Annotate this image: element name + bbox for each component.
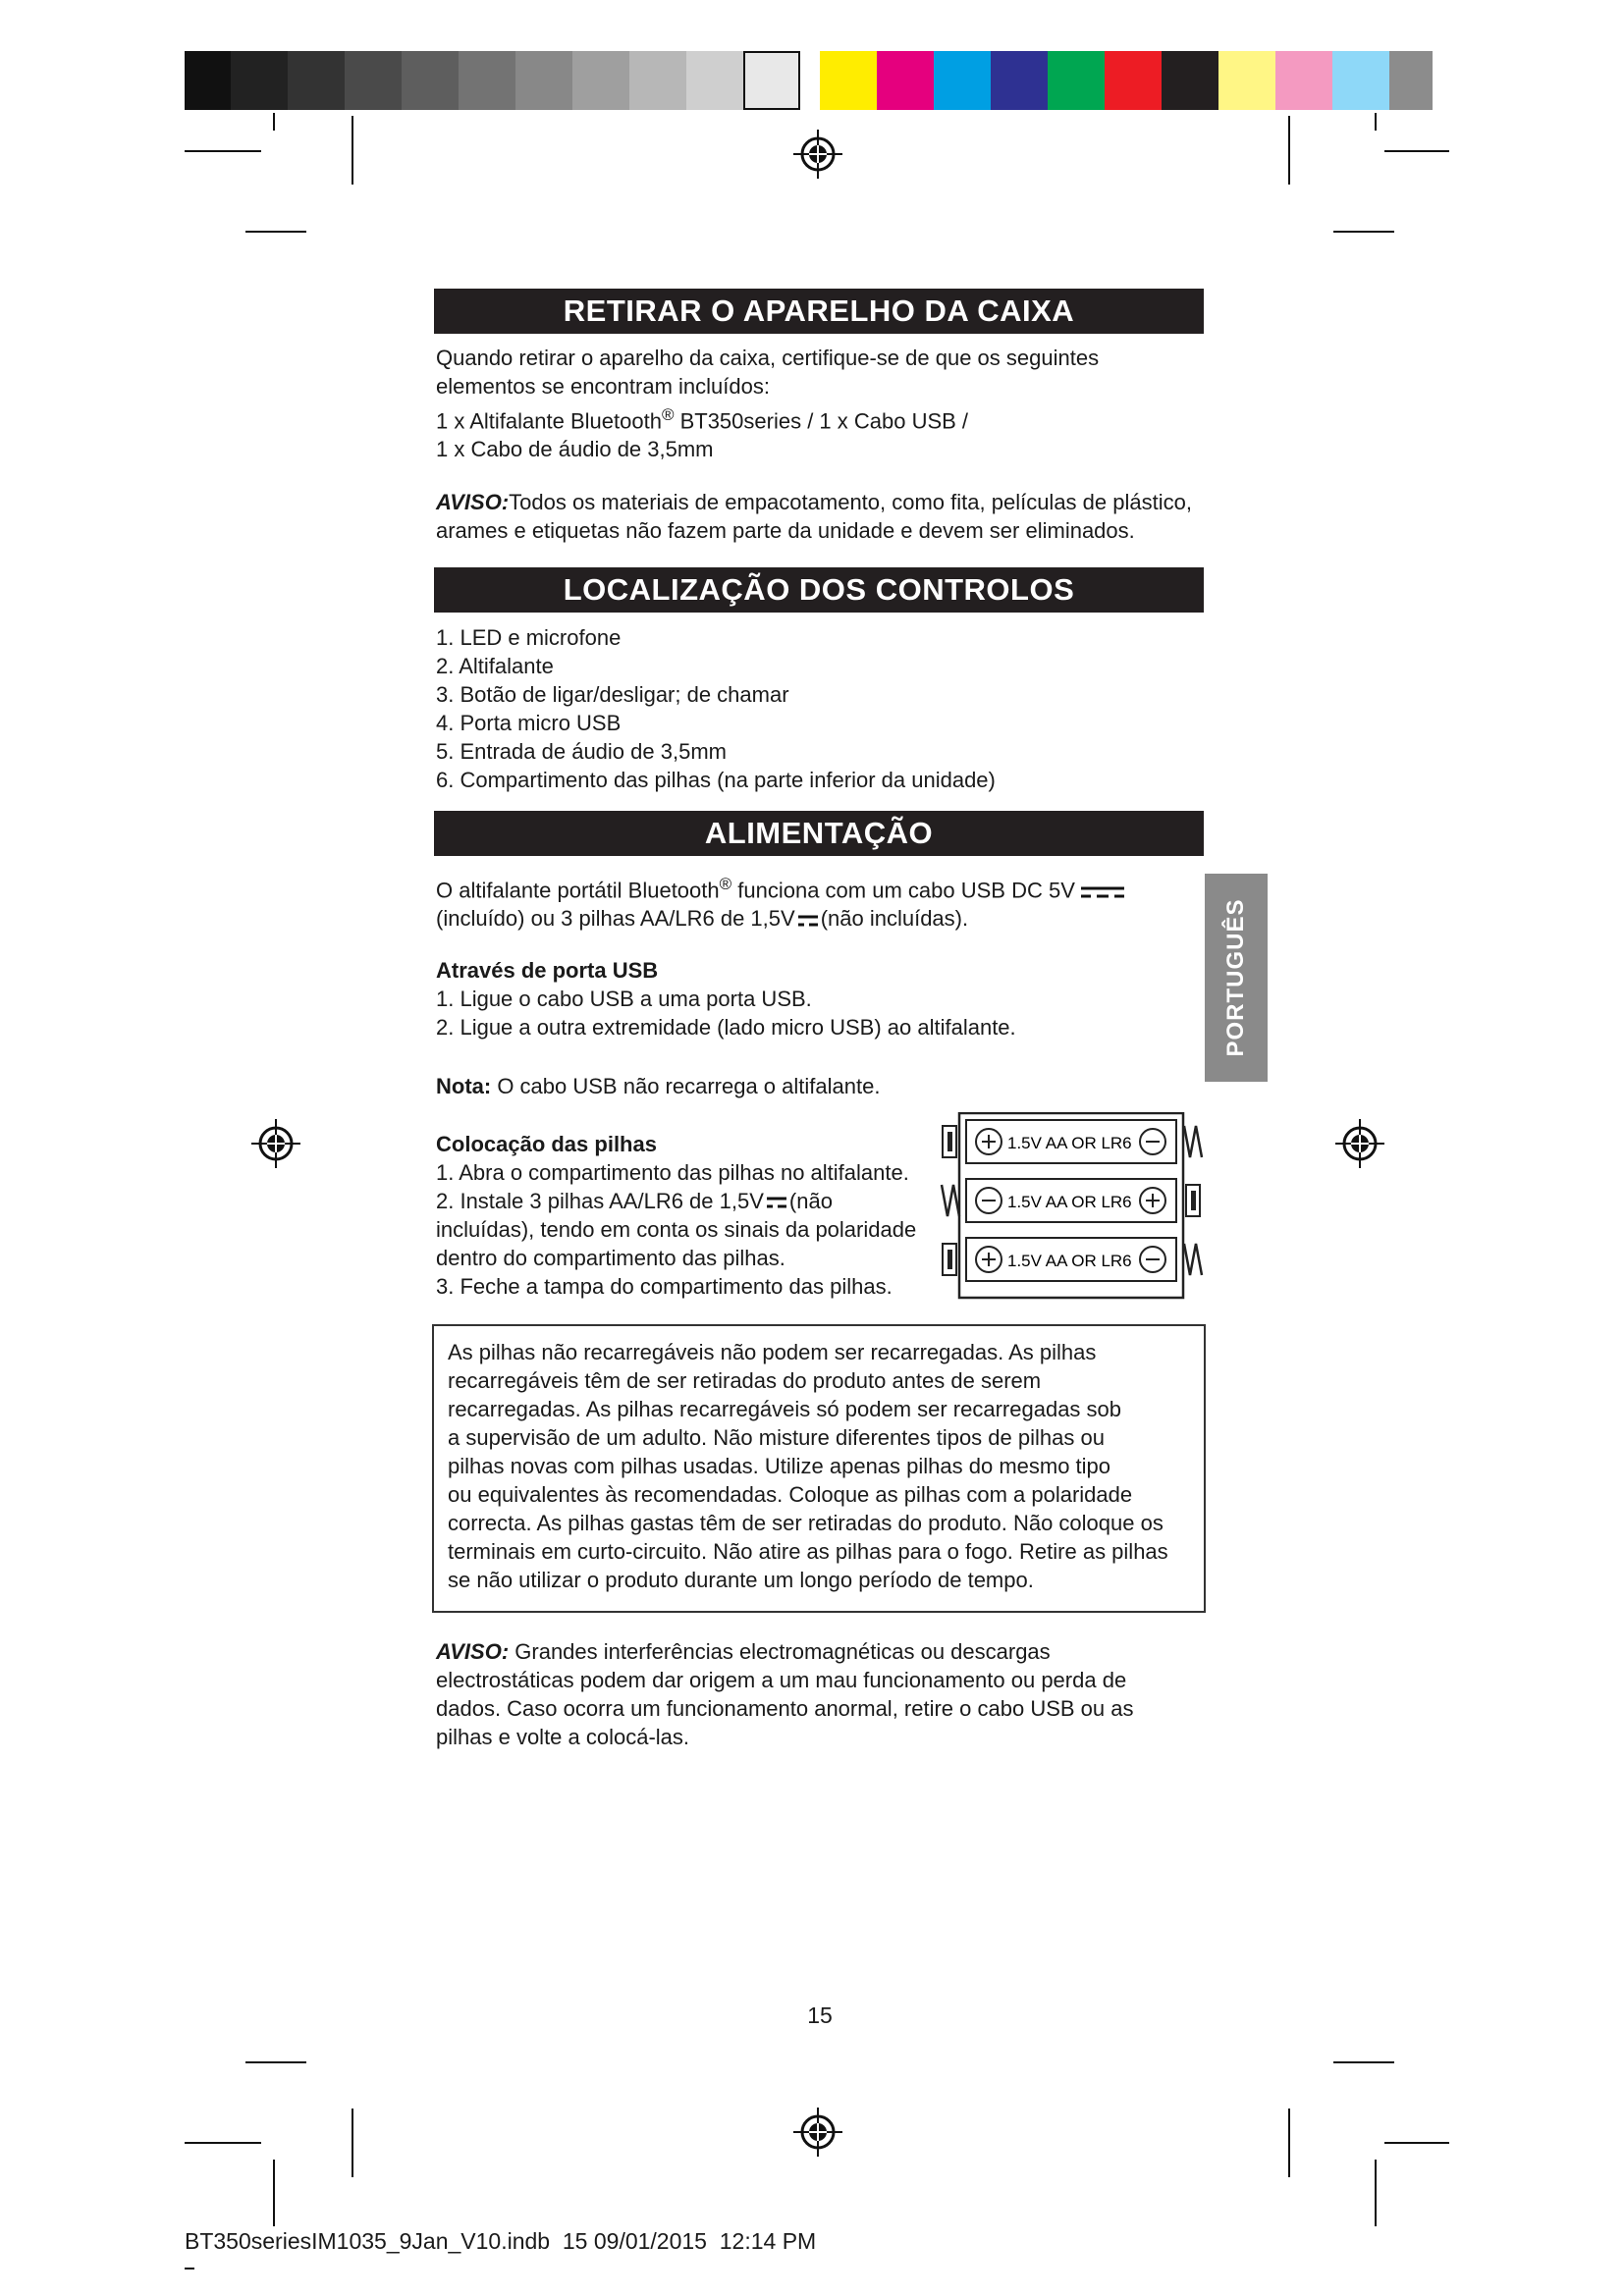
usb-step: 2. Ligue a outra extremidade (lado micro USB) ao altifalante.: [436, 1015, 1016, 1040]
crop-mark: [185, 2142, 261, 2144]
crop-mark: [352, 2109, 353, 2177]
print-slug: BT350seriesIM1035_9Jan_V10.indb 15 09/01/2015 12:14 PM: [185, 2228, 817, 2254]
crop-mark: [245, 2061, 306, 2063]
emi-warning: AVISO: Grandes interferências electromagnéticas ou descargas electrostáticas podem dar origem a um mau funcionamento ou perda de dados. Caso ocorra um funcionamento anormal, retire o cabo USB ou as pilhas e volte a colocá-las.: [436, 1639, 1134, 1749]
color-swatch: [743, 51, 800, 110]
battery-slot: [943, 1238, 1202, 1281]
battery-warning-line: se não utilizar o produto durante um longo período de tempo.: [448, 1568, 1034, 1592]
page-number: 15: [807, 2002, 833, 2028]
registration-mark-icon: [791, 128, 844, 181]
registration-mark-icon: [249, 1117, 302, 1170]
crop-mark: [185, 2268, 194, 2269]
color-swatch: [288, 51, 345, 110]
battery-label: 1.5V AA OR LR6: [1007, 1134, 1132, 1152]
packaging-warning: AVISO:Todos os materiais de empacotamento, como fita, películas de plástico, arames e etiquetas não fazem parte da unidade e devem ser eliminados.: [436, 490, 1192, 543]
power-intro: O altifalante portátil Bluetooth® funciona com um cabo USB DC 5V (incluído) ou 3 pilhas AA/LR6 de 1,5V (não incluídas).: [436, 870, 1212, 933]
registration-mark-icon: [1333, 1117, 1386, 1170]
control-list-item: 6. Compartimento das pilhas (na parte inferior da unidade): [436, 768, 996, 792]
control-list-item: 2. Altifalante: [436, 654, 554, 678]
section-heading-power: ALIMENTAÇÃO: [434, 811, 1204, 856]
crop-mark: [273, 2160, 275, 2226]
battery-warning-line: correcta. As pilhas gastas têm de ser retiradas do produto. Não coloque os: [448, 1511, 1164, 1535]
battery-warning-line: ou equivalentes às recomendadas. Coloque as pilhas com a polaridade: [448, 1482, 1133, 1507]
usb-step: 1. Ligue o cabo USB a uma porta USB.: [436, 987, 812, 1011]
battery-warning-line: recarregadas. As pilhas recarregáveis só podem ser recarregadas sob: [448, 1397, 1122, 1421]
color-swatch: [1218, 51, 1275, 110]
color-swatch: [1275, 51, 1332, 110]
crop-mark: [1333, 231, 1394, 233]
color-swatch: [629, 51, 686, 110]
registration-mark-icon: [791, 2106, 844, 2159]
crop-mark: [1288, 2109, 1290, 2177]
control-list-item: 5. Entrada de áudio de 3,5mm: [436, 739, 727, 764]
section-heading-unboxing: RETIRAR O APARELHO DA CAIXA: [434, 289, 1204, 334]
color-swatch: [934, 51, 991, 110]
color-swatch: [686, 51, 743, 110]
battery-compartment-diagram: [939, 1112, 1206, 1301]
battery-warning-line: pilhas novas com pilhas usadas. Utilize apenas pilhas do mesmo tipo: [448, 1454, 1111, 1478]
unboxing-intro-line: elementos se encontram incluídos:: [436, 374, 770, 399]
usb-power-section: [436, 956, 1212, 1041]
print-color-bar: [185, 51, 1433, 110]
control-list-item: 4. Porta micro USB: [436, 711, 622, 735]
crop-mark: [245, 231, 306, 233]
battery-warning-text: [448, 1338, 1194, 1594]
color-swatch: [820, 51, 877, 110]
battery-step: 2. Instale 3 pilhas AA/LR6 de 1,5V (não: [436, 1189, 833, 1213]
battery-warning-line: a supervisão de um adulto. Não misture diferentes tipos de pilhas ou: [448, 1425, 1105, 1450]
unboxing-text: [436, 344, 1212, 463]
crop-mark: [1375, 2160, 1377, 2226]
control-list-item: 3. Botão de ligar/desligar; de chamar: [436, 682, 789, 707]
battery-label: 1.5V AA OR LR6: [1007, 1193, 1132, 1211]
battery-warning-box: [432, 1324, 1206, 1613]
color-swatch: [345, 51, 402, 110]
crop-mark: [1375, 113, 1377, 131]
color-swatch: [800, 51, 808, 110]
crop-mark: [352, 116, 353, 185]
usb-note: Nota: O cabo USB não recarrega o altifalante.: [436, 1074, 881, 1098]
warning-label: AVISO:: [436, 490, 510, 514]
section-heading-controls: LOCALIZAÇÃO DOS CONTROLOS: [434, 567, 1204, 613]
battery-slot: [943, 1120, 1202, 1163]
unboxing-item-line: 1 x Altifalante Bluetooth® BT350series / 1 x Cabo USB /: [436, 405, 969, 434]
color-swatch: [402, 51, 459, 110]
color-swatch: [1105, 51, 1162, 110]
battery-slot: [942, 1179, 1200, 1222]
note-label: Nota:: [436, 1074, 492, 1098]
crop-mark: [1384, 2142, 1449, 2144]
battery-step: 3. Feche a tampa do compartimento das pilhas.: [436, 1274, 893, 1299]
dc-symbol-icon: [1079, 884, 1126, 900]
color-swatch: [1332, 51, 1389, 110]
battery-warning-line: As pilhas não recarregáveis não podem ser recarregadas. As pilhas: [448, 1340, 1097, 1364]
crop-mark: [273, 113, 275, 131]
crop-mark: [1384, 150, 1449, 152]
color-swatch: [1389, 51, 1433, 110]
dc-symbol-icon: [797, 913, 819, 929]
language-tab-label: PORTUGUÊS: [1222, 898, 1249, 1057]
color-swatch: [808, 51, 820, 110]
battery-label: 1.5V AA OR LR6: [1007, 1252, 1132, 1270]
color-swatch: [515, 51, 572, 110]
color-swatch: [185, 51, 231, 110]
battery-warning-line: recarregáveis têm de ser retiradas do produto antes de serem: [448, 1368, 1042, 1393]
color-swatch: [877, 51, 934, 110]
unboxing-intro-line: Quando retirar o aparelho da caixa, certifique-se de que os seguintes: [436, 346, 1100, 370]
color-swatch: [231, 51, 288, 110]
color-swatch: [1162, 51, 1218, 110]
crop-mark: [1333, 2061, 1394, 2063]
crop-mark: [185, 150, 261, 152]
battery-subheading: Colocação das pilhas: [436, 1132, 657, 1156]
battery-installation: [436, 1130, 947, 1301]
color-swatch: [1048, 51, 1105, 110]
crop-mark: [1288, 116, 1290, 185]
color-swatch: [572, 51, 629, 110]
language-side-tab: [1205, 874, 1268, 1082]
usb-subheading: Através de porta USB: [436, 958, 659, 983]
dc-symbol-icon: [766, 1195, 787, 1210]
warning-label: AVISO:: [436, 1639, 510, 1664]
controls-list: [436, 623, 1212, 794]
battery-step: 1. Abra o compartimento das pilhas no altifalante.: [436, 1160, 909, 1185]
battery-step: incluídas), tendo em conta os sinais da polaridade: [436, 1217, 917, 1242]
color-swatch: [459, 51, 515, 110]
control-list-item: 1. LED e microfone: [436, 625, 622, 650]
battery-step: dentro do compartimento das pilhas.: [436, 1246, 785, 1270]
unboxing-item-line: 1 x Cabo de áudio de 3,5mm: [436, 437, 714, 462]
battery-warning-line: terminais em curto-circuito. Não atire as pilhas para o fogo. Retire as pilhas: [448, 1539, 1168, 1564]
color-swatch: [991, 51, 1048, 110]
